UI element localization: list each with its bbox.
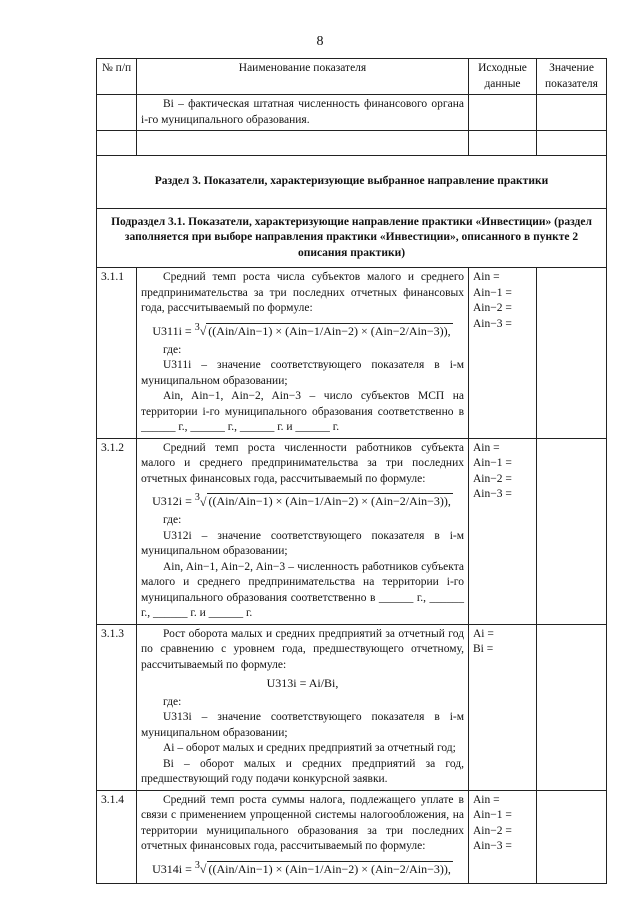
param: Ain−1 = xyxy=(473,809,512,821)
param: Ain−3 = xyxy=(473,840,512,852)
row-num: 3.1.3 xyxy=(97,624,137,790)
table-row xyxy=(97,624,607,790)
param: Ain = xyxy=(473,441,500,454)
indicators-table xyxy=(96,58,607,884)
subsection-row xyxy=(97,208,607,268)
table-row xyxy=(97,95,607,131)
header-num: № п/п xyxy=(97,59,137,95)
section3-title: Раздел 3. Показатели, характеризующие выбранное направление практики xyxy=(97,156,607,209)
subsection-title: Подраздел 3.1. Показатели, характеризующие направление практики «Инвестиции» (раздел заполняется при выборе направления практики «Инвестиции», описанного в пункте 2 описания практики) xyxy=(97,208,607,268)
formula: U312i = $^3$√ ((Ain/Ain−1) × (Ain−1/Ain−2) × (Ain−2/Ain−3)), xyxy=(152,492,451,509)
table-header-row xyxy=(97,59,607,95)
u-description: U312i – значение соответствующего показателя в i-м муниципальном образовании; xyxy=(141,529,464,557)
param: Ai = xyxy=(473,627,494,640)
u-description: U311i – значение соответствующего показателя в i-м муниципальном образовании; xyxy=(141,359,464,387)
formula-rhs: ((Ain/Ain−1) × (Ain−1/Ain−2) × (Ain−2/Ain−3)), xyxy=(208,861,451,876)
param: Ain−2 = xyxy=(473,472,512,485)
a-description: Ain, Ain−1, Ain−2, Ain−3 – численность работников субъекта малого и среднего предпринимательства на территории i-го муниципального образования соответственно в ______ г., ______ г., ______ г. и ______ г. xyxy=(141,560,464,619)
formula-lhs: U311i xyxy=(152,323,182,338)
formula: U311i = $^3$√ ((Ain/Ain−1) × (Ain−1/Ain−2) × (Ain−2/Ain−3)), xyxy=(152,321,451,338)
row-num: 3.1.2 xyxy=(97,438,137,624)
formula-lhs: U312i xyxy=(152,494,183,508)
header-name: Наименование показателя xyxy=(137,59,469,95)
param: Ain = xyxy=(473,271,500,283)
param: Ain−1 = xyxy=(473,457,512,469)
param: Ain−2 = xyxy=(473,824,512,837)
where-label: где: xyxy=(163,343,182,356)
row-intro: Средний темп роста численности работников субъекта малого и среднего предпринимательства за три последних отчетных финансовых года, рассчитываемый по формуле: xyxy=(141,441,464,485)
a-description: Ain, Ain−1, Ain−2, Ain−3 – число субъектов МСП на территории i-го муниципального образования соответственно в ______ г., ______ г., ______ г. и ______ г. xyxy=(141,390,464,433)
param: Ain−1 = xyxy=(473,286,512,299)
row-num: 3.1.4 xyxy=(97,790,137,883)
param: Ain−2 = xyxy=(473,302,512,314)
param: Ain−3 = xyxy=(473,317,512,330)
formula: U314i = $^3$√ ((Ain/Ain−1) × (Ain−1/Ain−2) × (Ain−2/Ain−3)), xyxy=(152,859,451,876)
a-description: Ai – оборот малых и средних предприятий за отчетный год; xyxy=(163,742,456,754)
formula-rhs: ((Ain/Ain−1) × (Ain−1/Ain−2) × (Ain−2/Ain−3)), xyxy=(208,494,451,508)
u-description: U313i – значение соответствующего показателя в i-м муниципальном образовании; xyxy=(141,711,464,739)
param: Ain = xyxy=(473,793,500,806)
table-row xyxy=(97,790,607,883)
b-description: Bi – оборот малых и средних предприятий за год, предшествующий году подачи конкурсной заявки. xyxy=(141,757,464,785)
param: Bi = xyxy=(473,643,494,655)
section-row xyxy=(97,156,607,209)
formula-rhs: ((Ain/Ain−1) × (Ain−1/Ain−2) × (Ain−2/Ain−3)), xyxy=(208,323,451,338)
table-row xyxy=(97,438,607,624)
row-intro: Рост оборота малых и средних предприятий за отчетный год по сравнению с уровнем года, предшествующего отчетному, рассчитываемый по формуле: xyxy=(141,627,464,671)
where-label: где: xyxy=(163,514,182,526)
page-number: 8 xyxy=(316,34,324,49)
row-b-text: Bi – фактическая штатная численность финансового органа i-го муниципального образования. xyxy=(137,95,469,131)
formula-lhs: U314i xyxy=(152,861,183,876)
header-source: Исходные данные xyxy=(469,59,537,95)
param: Ain−3 = xyxy=(473,488,512,500)
formula: U313i = Ai/Bi, xyxy=(266,676,339,690)
row-num: 3.1.1 xyxy=(97,268,137,439)
table-row xyxy=(97,268,607,439)
header-value: Значение показателя xyxy=(537,59,607,95)
row-intro: Средний темп роста числа субъектов малого и среднего предпринимательства за три последних отчетных финансовых года, рассчитываемый по формуле: xyxy=(141,271,464,314)
where-label: где: xyxy=(163,695,182,708)
row-intro: Средний темп роста суммы налога, подлежащего уплате в связи с применением упрощенной системы налогообложения, на территории муниципального образования за три последних отчетных финансовых года, рассчитываемый по формуле: xyxy=(141,793,464,852)
